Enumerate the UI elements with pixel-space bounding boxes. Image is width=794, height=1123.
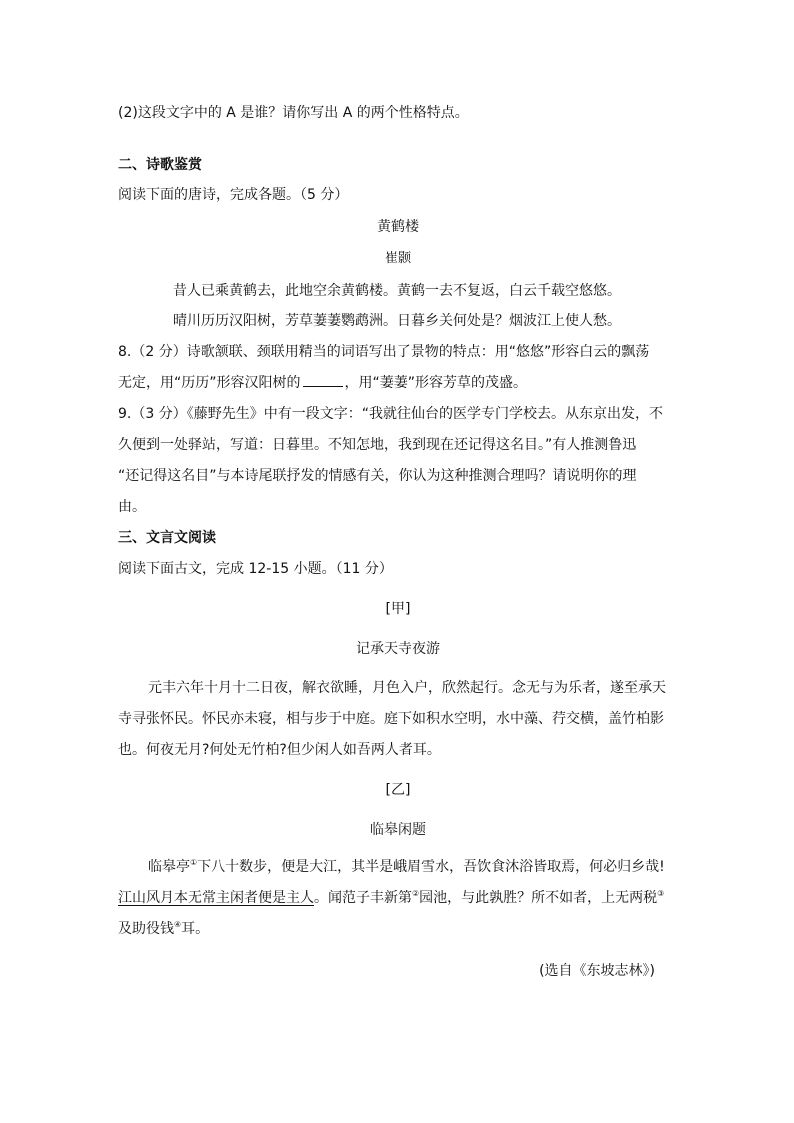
passage-source: (选自《东坡志林》)	[539, 963, 655, 979]
passage-yi-line-2	[118, 889, 678, 907]
passage-jia-line-1: 元丰六年十月十二日夜，解衣欲睡，月色入户，欣然起行。念无与为乐者，遂至承天	[148, 680, 666, 696]
passage-jia-title: 记承天寺夜游	[356, 641, 440, 657]
passage-yi-line-2-part-a: 。闻范子丰新第	[314, 890, 412, 906]
passage-yi-line-3	[118, 920, 678, 938]
section-2-heading: 二、诗歌鉴赏	[118, 157, 202, 173]
passage-yi-line-1-part-a: 临皋亭	[148, 859, 190, 875]
footnote-marker-2: ②	[412, 889, 420, 898]
question-8-line-2-part-a: 无定，用“历历”形容汉阳树的	[118, 375, 301, 391]
passage-yi-mark: [乙]	[385, 782, 411, 798]
passage-yi-line-1	[148, 858, 708, 876]
question-7-2: (2)这段文字中的 A 是谁？请你写出 A 的两个性格特点。	[118, 105, 469, 121]
poem-title: 黄鹤楼	[377, 219, 419, 235]
question-8-line-2	[118, 374, 678, 392]
passage-jia-mark: [甲]	[385, 601, 411, 617]
passage-yi-line-3-part-a: 及助役钱	[118, 921, 174, 937]
passage-jia-line-3: 也。何夜无月?何处无竹柏?但少闲人如吾两人者耳。	[118, 742, 441, 758]
footnote-marker-4: ④	[174, 920, 182, 929]
footnote-marker-1: ①	[190, 858, 198, 867]
section-3-heading: 三、文言文阅读	[118, 530, 216, 546]
question-9-line-3: “还记得这名目”与本诗尾联抒发的情感有关，你认为这种推测合理吗？请说明你的理	[118, 468, 637, 484]
passage-jia-line-2: 寺寻张怀民。怀民亦未寝，相与步于中庭。庭下如积水空明，水中藻、荇交横，盖竹柏影	[118, 711, 664, 727]
question-9-line-2: 久便到一处驿站，写道：日暮里。不知怎地，我到现在还记得这名目。”有人推测鲁迅	[118, 437, 637, 453]
section-3-instruction: 阅读下面古文，完成 12-15 小题。（11 分）	[118, 561, 393, 577]
question-8-line-1: 8.（2 分）诗歌颔联、颈联用精当的词语写出了景物的特点：用“悠悠”形容白云的飘荡	[118, 344, 650, 360]
poem-author: 崔颢	[384, 251, 411, 266]
underlined-sentence: 江山风月本无常主闲者便是主人	[118, 890, 314, 906]
poem-line-1: 昔人已乘黄鹤去，此地空余黄鹤楼。黄鹤一去不复返，白云千载空悠悠。	[173, 283, 621, 299]
question-9-line-1: 9.（3 分）《藤野先生》中有一段文字：“我就往仙台的医学专门学校去。从东京出发，不	[118, 406, 663, 422]
passage-yi-line-1-part-b: 下八十数步，便是大江，其半是峨眉雪水，吾饮食沐浴皆取焉，何必归乡哉!	[197, 859, 665, 875]
passage-yi-line-2-part-b: 园池，与此孰胜？所不如者，上无两税	[419, 890, 658, 906]
footnote-marker-3: ③	[657, 889, 665, 898]
answer-blank[interactable]	[303, 374, 343, 387]
passage-yi-line-3-part-b: 耳。	[181, 921, 210, 937]
section-2-instruction: 阅读下面的唐诗，完成各题。（5 分）	[118, 187, 349, 203]
question-8-line-2-part-b: ，用“萋萋”形容芳草的茂盛。	[344, 375, 528, 391]
question-9-line-4: 由。	[118, 499, 146, 515]
poem-line-2: 晴川历历汉阳树，芳草萋萋鹦鹉洲。日暮乡关何处是？烟波江上使人愁。	[173, 313, 621, 329]
passage-yi-title: 临皋闲题	[370, 822, 426, 838]
